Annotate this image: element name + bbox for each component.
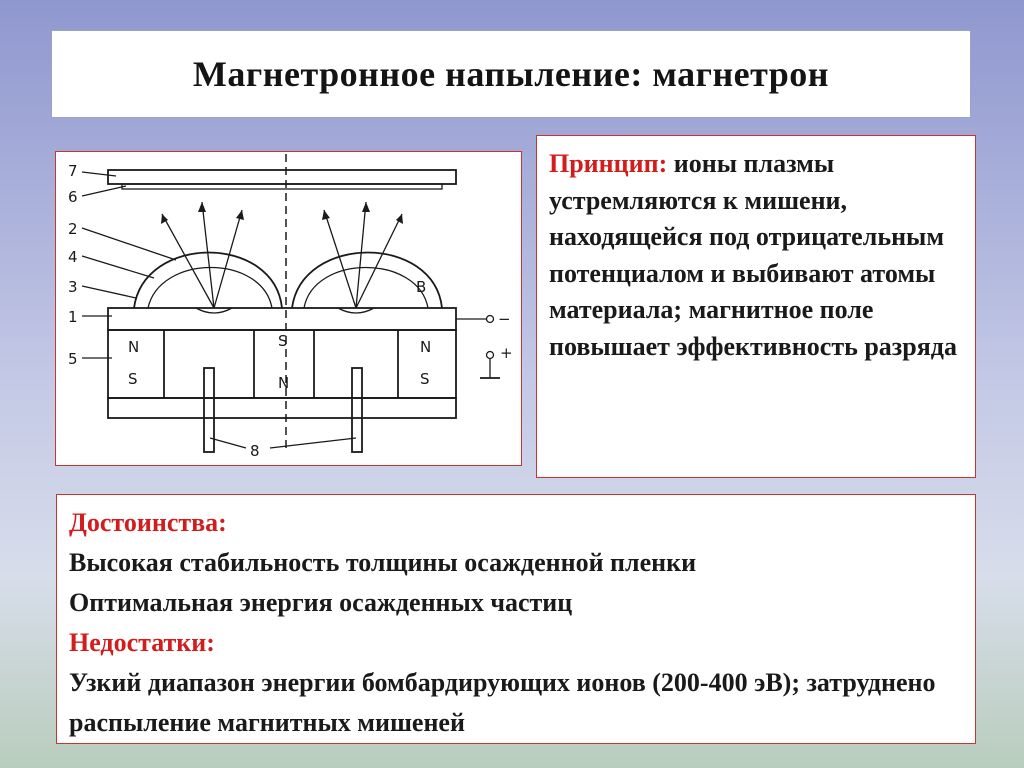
advantage-item: Высокая стабильность толщины осажденной пленки — [69, 548, 697, 577]
label-3: 3 — [68, 278, 78, 296]
title-box — [51, 30, 971, 118]
advantages-heading: Достоинства: — [69, 508, 227, 537]
label-5: 5 — [68, 350, 78, 368]
label-6: 6 — [68, 188, 78, 206]
minus-sign: − — [498, 310, 511, 328]
sputtered-atom-arrows — [162, 202, 402, 308]
label-4: 4 — [68, 248, 78, 266]
pole-label-right-bottom: S — [420, 370, 430, 388]
pipe-right — [352, 368, 362, 452]
target — [108, 308, 456, 330]
pros-cons-box — [56, 494, 976, 744]
plus-sign: + — [500, 344, 513, 362]
pole-label-right-top: N — [420, 338, 432, 356]
anode-terminal — [487, 352, 494, 359]
principle-text: ионы плазмы устремляются к мишени, находящейся под отрицательным потенциалом и выбивают атомы материала; магнитное поле повышает эффективность разряда — [549, 149, 957, 361]
cathode-terminal — [487, 316, 494, 323]
pipe-left — [204, 368, 214, 452]
advantage-item: Оптимальная энергия осажденных частиц — [69, 588, 573, 617]
disadvantages-text: Узкий диапазон энергии бомбардирующих ионов (200-400 эВ); затруднено распыление магнитных мишеней — [69, 668, 936, 737]
principle-label: Принцип: — [549, 149, 668, 178]
label-1: 1 — [68, 308, 78, 326]
disadvantages-heading: Недостатки: — [69, 628, 215, 657]
magnetron-diagram — [55, 151, 522, 466]
field-label: B — [416, 278, 427, 296]
leader-lines — [82, 172, 356, 448]
label-7: 7 — [68, 162, 78, 180]
principle-box — [536, 135, 976, 478]
base-plate — [108, 398, 456, 418]
label-8: 8 — [250, 442, 260, 460]
pole-label-left-top: N — [128, 338, 140, 356]
pole-label-center-top: S — [278, 332, 288, 350]
substrate — [108, 170, 456, 184]
pole-label-left-bottom: S — [128, 370, 138, 388]
slide-title: Магнетронное напыление: магнетрон — [192, 54, 830, 94]
field-arc-left-outer — [134, 253, 282, 309]
arrow-heads — [161, 202, 403, 224]
label-2: 2 — [68, 220, 78, 238]
magnetron-schematic — [56, 152, 521, 465]
pole-label-center-bottom: N — [278, 374, 290, 392]
